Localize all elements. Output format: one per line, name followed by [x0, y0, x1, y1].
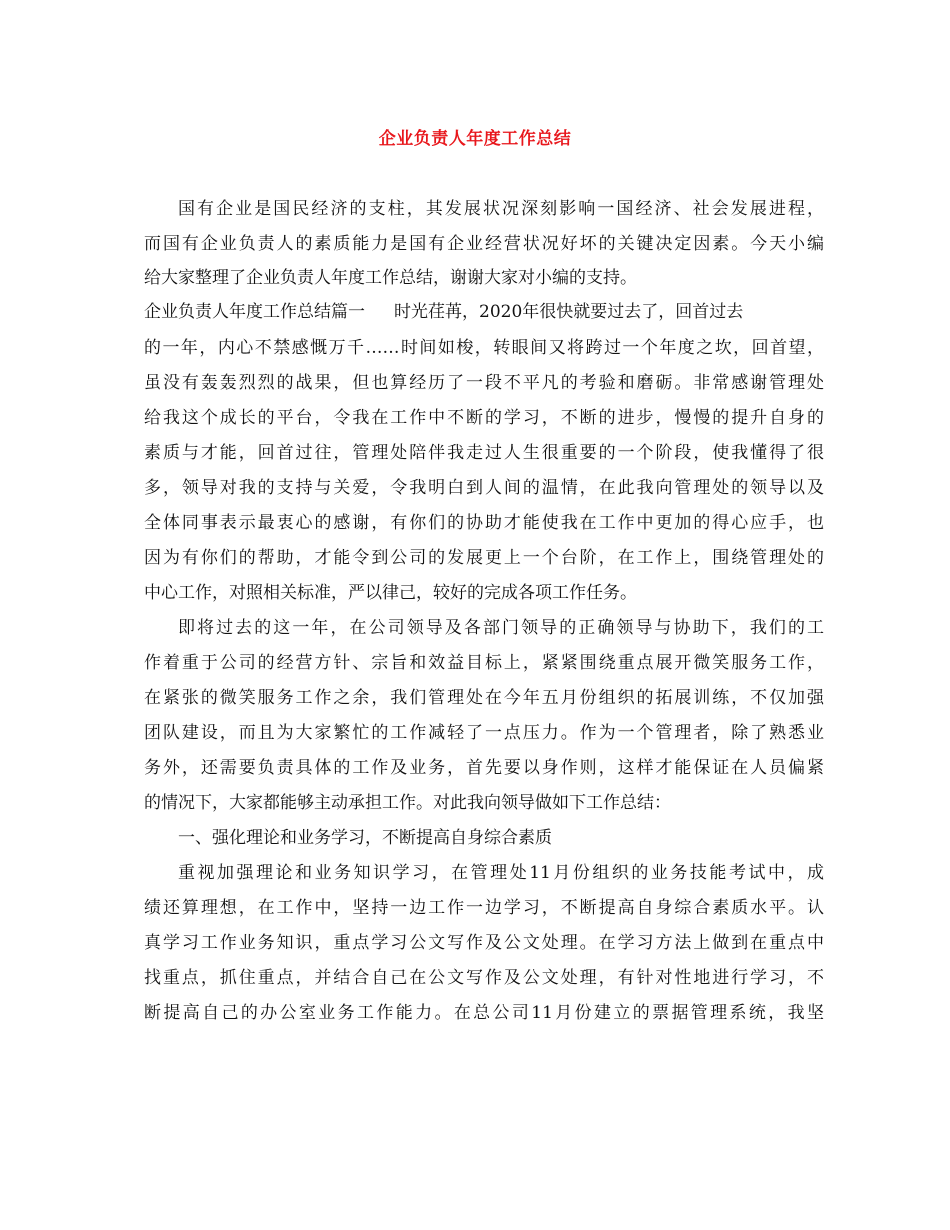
paragraph-text: 时光荏苒，2020年很快就要过去了，回首过去: [394, 302, 744, 322]
paragraph-line: 即将过去的这一年，在公司领导及各部门领导的正确领导与协助下，我们的工: [178, 618, 824, 638]
paragraph-line: 真学习工作业务知识，重点学习公文写作及公文处理。在学习方法上做到在重点中: [144, 933, 824, 953]
paragraph-line: 虽没有轰轰烈烈的战果，但也算经历了一段不平凡的考验和磨砺。非常感谢管理处: [144, 373, 824, 393]
paragraph-line: 断提高自己的办公室业务工作能力。在总公司11月份建立的票据管理系统，我坚: [144, 1003, 824, 1023]
paragraph-line: [144, 301, 824, 323]
paragraph-line: 务外，还需要负责具体的工作及业务，首先要以身作则，这样才能保证在人员偏紧: [144, 758, 824, 778]
section-heading-inline: 企业负责人年度工作总结篇一: [144, 302, 365, 322]
paragraph-line: 素质与才能，回首过往，管理处陪伴我走过人生很重要的一个阶段，使我懂得了很: [144, 443, 824, 463]
paragraph-line: 绩还算理想，在工作中，坚持一边工作一边学习，不断提高自身综合素质水平。认: [144, 898, 824, 918]
paragraph-line: 在紧张的微笑服务工作之余，我们管理处在今年五月份组织的拓展训练，不仅加强: [144, 688, 824, 708]
paragraph-line: 给我这个成长的平台，令我在工作中不断的学习，不断的进步，慢慢的提升自身的: [144, 408, 824, 428]
paragraph-line: 中心工作，对照相关标准，严以律己，较好的完成各项工作任务。: [144, 583, 637, 603]
paragraph-line: 因为有你们的帮助，才能令到公司的发展更上一个台阶，在工作上，围绕管理处的: [144, 548, 824, 568]
document-title: 企业负责人年度工作总结: [378, 129, 572, 149]
paragraph-line: 国有企业是国民经济的支柱，其发展状况深刻影响一国经济、社会发展进程，: [178, 199, 824, 219]
paragraph-line: 找重点，抓住重点，并结合自己在公文写作及公文处理，有针对性地进行学习，不: [144, 968, 824, 988]
paragraph-line: 多，领导对我的支持与关爱，令我明白到人间的温情，在此我向管理处的领导以及: [144, 478, 824, 498]
paragraph-line: 全体同事表示最衷心的感谢，有你们的协助才能使我在工作中更加的得心应手，也: [144, 513, 824, 533]
paragraph-line: 重视加强理论和业务知识学习，在管理处11月份组织的业务技能考试中，成: [178, 863, 824, 883]
section-heading: 一、强化理论和业务学习，不断提高自身综合素质: [178, 828, 552, 848]
paragraph-line: 作着重于公司的经营方针、宗旨和效益目标上，紧紧围绕重点展开微笑服务工作，: [144, 653, 824, 673]
paragraph-line: 团队建设，而且为大家繁忙的工作减轻了一点压力。作为一个管理者，除了熟悉业: [144, 723, 824, 743]
paragraph-line: 的情况下，大家都能够主动承担工作。对此我向领导做如下工作总结：: [144, 793, 671, 813]
paragraph-line: 给大家整理了企业负责人年度工作总结，谢谢大家对小编的支持。: [144, 268, 637, 288]
paragraph-line: 而国有企业负责人的素质能力是国有企业经营状况好坏的关键决定因素。今天小编: [144, 234, 824, 254]
paragraph-line: 的一年，内心不禁感慨万千……时间如梭，转眼间又将跨过一个年度之坎，回首望，: [144, 338, 824, 358]
